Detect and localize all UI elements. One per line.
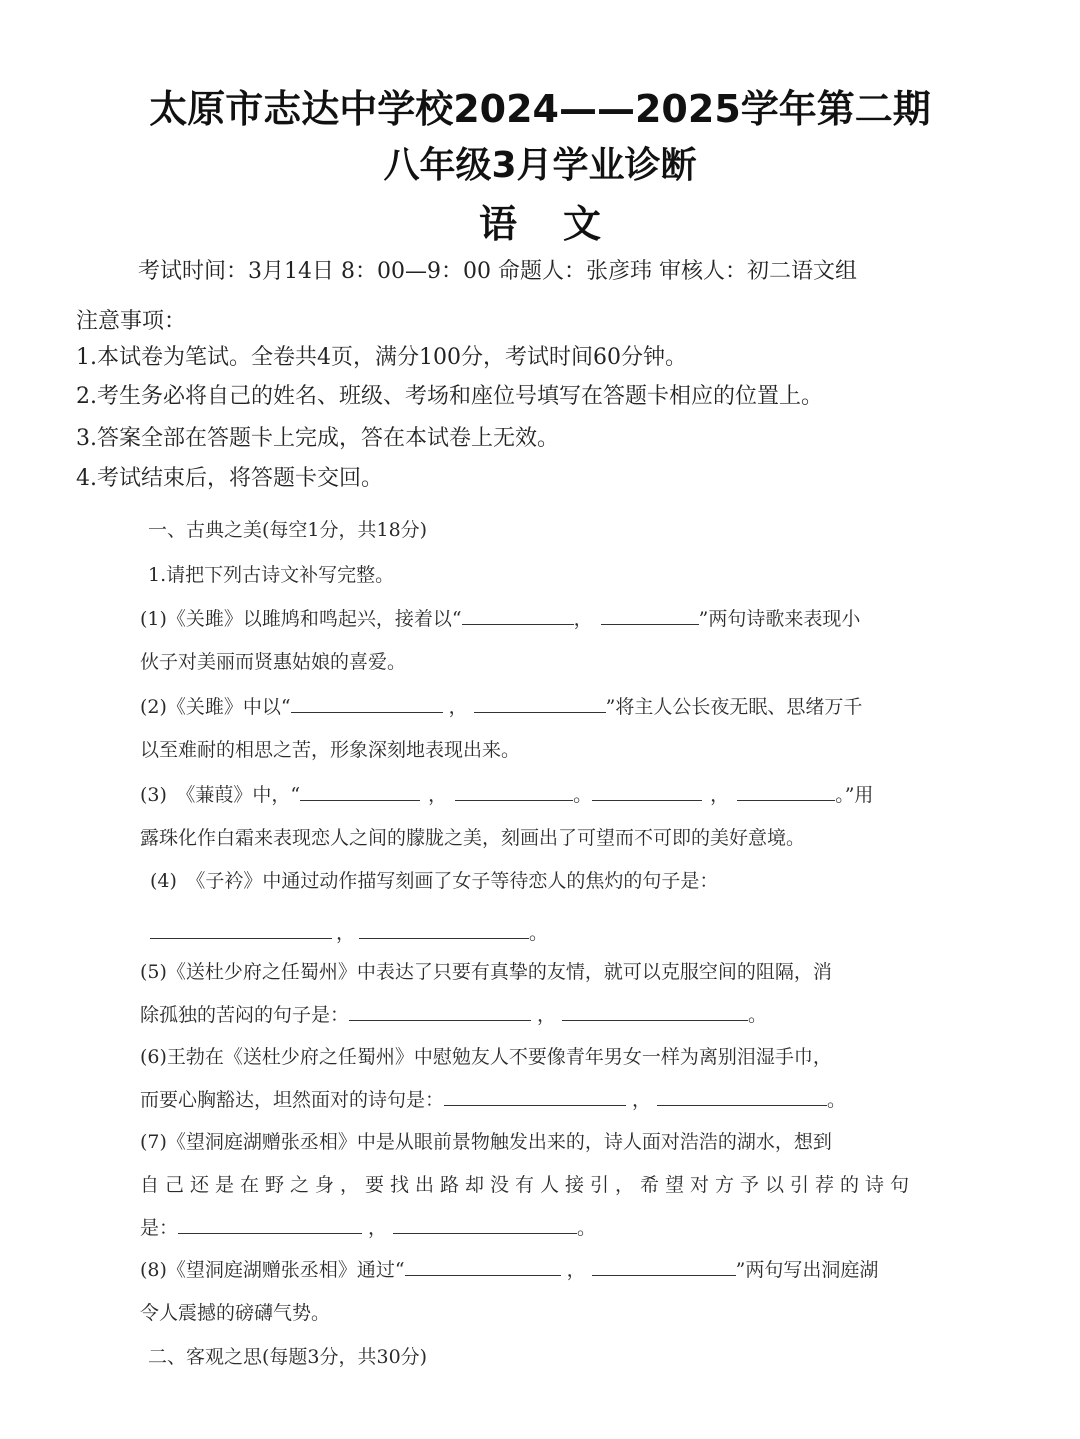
q1-1-text-a: (1)《关雎》以雎鸠和鸣起兴，接着以“ — [140, 608, 462, 630]
question1-prompt: 1.请把下列古诗文补写完整。 — [148, 564, 395, 586]
answer-blank[interactable] — [349, 1000, 531, 1021]
q1-7-text-d: ， — [368, 1217, 388, 1239]
q1-7-text-c: 是： — [140, 1217, 179, 1239]
question1-4-line1: (4) 《子衿》中通过动作描写刻画了女子等待恋人的焦灼的句子是： — [150, 870, 719, 892]
note-item-3: 3.答案全部在答题卡上完成，答在本试卷上无效。 — [76, 426, 559, 451]
question1-6-line2 — [140, 1085, 846, 1112]
answer-blank[interactable] — [601, 604, 699, 625]
exam-info: 考试时间：3月14日 8：00—9：00 命题人：张彦玮 审核人：初二语文组 — [138, 259, 857, 284]
answer-blank[interactable] — [393, 1213, 577, 1234]
exam-title-line2: 八年级3月学业诊断 — [383, 145, 697, 186]
q1-4-text-b: ， — [336, 922, 356, 944]
answer-blank[interactable] — [444, 1085, 626, 1106]
q1-6-text-c: ， — [632, 1089, 652, 1111]
q1-6-text-d: 。 — [827, 1089, 847, 1111]
q1-3-text-c: 。 — [573, 784, 593, 806]
q1-2-text-a: (2)《关雎》中以“ — [140, 696, 291, 718]
q1-4-text-c: 。 — [529, 922, 549, 944]
question1-7-line3 — [140, 1213, 596, 1240]
q1-3-text-d: ， — [710, 784, 730, 806]
question1-7-line2: 自己还是在野之身，要找出路却没有人接引，希望对方予以引荐的诗句 — [140, 1174, 916, 1196]
q1-1-text-b: ， — [573, 608, 593, 630]
answer-blank[interactable] — [150, 918, 332, 939]
section1-heading: 一、古典之美(每空1分，共18分) — [148, 519, 428, 541]
q1-3-text-b: ， — [428, 784, 448, 806]
q1-2-text-b: ， — [448, 696, 468, 718]
q1-6-text-b: 而要心胸豁达，坦然面对的诗句是： — [140, 1089, 445, 1111]
answer-blank[interactable] — [562, 1000, 748, 1021]
question1-5-line1: (5)《送杜少府之任蜀州》中表达了只要有真挚的友情，就可以克服空间的阻隔，消 — [140, 961, 832, 983]
section2-heading: 二、客观之思(每题3分，共30分) — [148, 1346, 428, 1368]
question1-2-line2: 以至难耐的相思之苦，形象深刻地表现出来。 — [140, 739, 521, 761]
q1-3-text-e: 。”用 — [835, 784, 874, 806]
q1-8-text-b: ， — [566, 1259, 586, 1281]
answer-blank[interactable] — [462, 604, 574, 625]
note-item-4: 4.考试结束后，将答题卡交回。 — [76, 466, 383, 491]
q1-5-text-c: ， — [537, 1004, 557, 1026]
question1-1-line2: 伙子对美丽而贤惠姑娘的喜爱。 — [140, 651, 407, 673]
answer-blank[interactable] — [178, 1213, 362, 1234]
exam-title-line1: 太原市志达中学校2024——2025学年第二期 — [149, 87, 931, 131]
note-item-2: 2.考生务必将自己的姓名、班级、考场和座位号填写在答题卡相应的位置上。 — [76, 384, 823, 409]
answer-blank[interactable] — [592, 780, 702, 801]
q1-5-text-d: 。 — [748, 1004, 768, 1026]
q1-5-text-b: 除孤独的苦闷的句子是： — [140, 1004, 350, 1026]
answer-blank[interactable] — [359, 918, 529, 939]
answer-blank[interactable] — [455, 780, 573, 801]
notes-heading: 注意事项： — [76, 309, 187, 334]
answer-blank[interactable] — [291, 692, 443, 713]
question1-6-line1: (6)王勃在《送杜少府之任蜀州》中慰勉友人不要像青年男女一样为离别泪湿手巾， — [140, 1046, 832, 1068]
q1-7-text-e: 。 — [577, 1217, 597, 1239]
answer-blank[interactable] — [474, 692, 606, 713]
q1-8-text-a: (8)《望洞庭湖赠张丞相》通过“ — [140, 1259, 405, 1281]
answer-blank[interactable] — [300, 780, 420, 801]
question1-4-line2 — [150, 918, 548, 945]
question1-5-line2 — [140, 1000, 767, 1027]
q1-1-text-c: ”两句诗歌来表现小 — [698, 608, 861, 630]
answer-blank[interactable] — [737, 780, 835, 801]
question1-8-line1 — [140, 1255, 878, 1282]
answer-blank[interactable] — [592, 1255, 736, 1276]
answer-blank[interactable] — [405, 1255, 561, 1276]
question1-1-line1 — [140, 604, 860, 631]
question1-3-line2: 露珠化作白霜来表现恋人之间的朦胧之美，刻画出了可望而不可即的美好意境。 — [140, 827, 806, 849]
question1-8-line2: 令人震撼的磅礴气势。 — [140, 1302, 331, 1324]
q1-3-text-a: (3) 《蒹葭》中，“ — [140, 784, 301, 806]
answer-blank[interactable] — [657, 1085, 827, 1106]
q1-2-text-c: ”将主人公长夜无眠、思绪万千 — [605, 696, 863, 718]
q1-8-text-c: ”两句写出洞庭湖 — [735, 1259, 879, 1281]
question1-7-line1: (7)《望洞庭湖赠张丞相》中是从眼前景物触发出来的，诗人面对浩浩的湖水，想到 — [140, 1131, 832, 1153]
question1-2-line1 — [140, 692, 862, 719]
question1-3-line1 — [140, 780, 873, 807]
exam-subject: 语文 — [478, 202, 647, 246]
note-item-1: 1.本试卷为笔试。全卷共4页，满分100分，考试时间60分钟。 — [76, 345, 687, 370]
